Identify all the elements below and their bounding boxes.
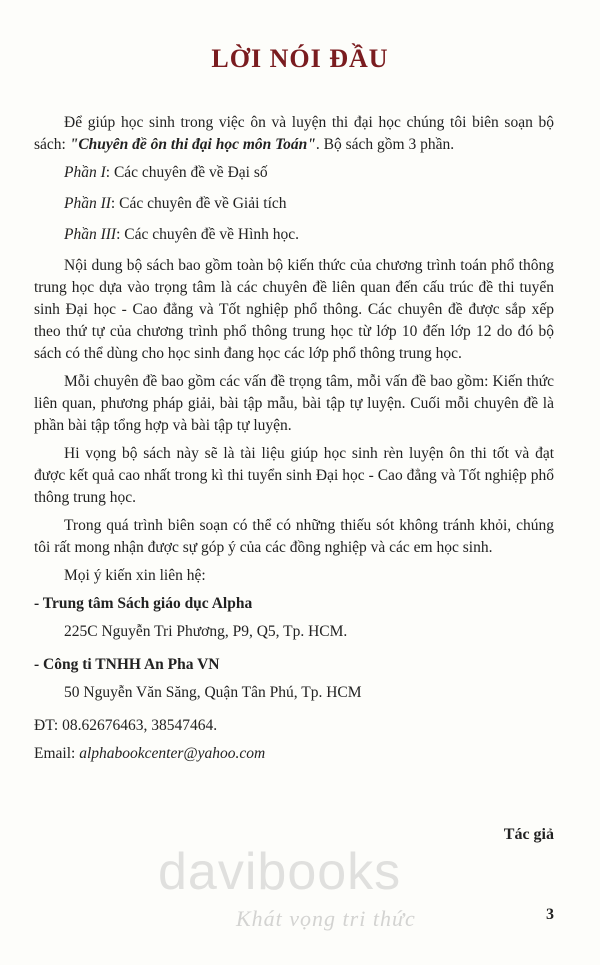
content-paragraph: Nội dung bộ sách bao gồm toàn bộ kiến thức của chương trình toán phổ thông trung học dựa vào trọng tâm là các chuyên đề liên quan đến cấu trúc đề thi tuyển sinh Đại học - Cao đẳng và Tốt nghiệp phổ thông. Các chuyên đề được sắp xếp theo thứ tự của chương trình phổ thông trung học từ lớp 10 đến lớp 12 do đó bộ sách có thể dùng cho học sinh đang học các lớp phổ thông trung học. [34, 257, 554, 362]
email-label: Email: [34, 745, 80, 762]
org1-name: - Trung tâm Sách giáo dục Alpha [34, 595, 253, 612]
part-2 [64, 193, 554, 215]
page-number: 3 [546, 906, 554, 923]
structure-paragraph: Mỗi chuyên đề bao gồm các vấn đề trọng tâm, mỗi vấn đề bao gồm: Kiến thức liên quan, phương pháp giải, bài tập mẫu, bài tập tự luyện. Cuối mỗi chuyên đề là phần bài tập tổng hợp và bài tập tự luyện. [34, 373, 554, 434]
part-1 [64, 162, 554, 184]
author-signature: Tác giả [503, 826, 554, 843]
org2-name: - Công ti TNHH An Pha VN [34, 656, 220, 673]
part-text: : Các chuyên đề về Đại số [105, 164, 268, 181]
intro-text: Để giúp học sinh trong việc ôn và luyện thi đại học chúng tôi biên soạn bộ sách: [34, 114, 554, 153]
feedback-paragraph: Trong quá trình biên soạn có thể có những thiếu sót không tránh khỏi, chúng tôi rất mong nhận được sự góp ý của các đồng nghiệp và các em học sinh. [34, 517, 554, 556]
phone: ĐT: 08.62676463, 38547464. [34, 717, 218, 734]
book-title: "Chuyên đề ôn thi đại học môn Toán" [69, 136, 316, 153]
contact-heading: Mọi ý kiến xin liên hệ: [64, 567, 206, 584]
preface-body [34, 112, 554, 771]
part-text: : Các chuyên đề về Hình học. [116, 226, 300, 243]
part-3 [64, 224, 554, 246]
org2-address: 50 Nguyễn Văn Săng, Quận Tân Phú, Tp. HCM [64, 684, 362, 701]
watermark-brand: davibooks [158, 843, 402, 901]
page-title: LỜI NÓI ĐẦU [211, 44, 389, 73]
part-label: Phần I [64, 164, 106, 181]
org1-address: 225C Nguyễn Tri Phương, P9, Q5, Tp. HCM. [64, 623, 348, 640]
watermark-slogan: Khát vọng tri thức [236, 906, 416, 931]
email-link[interactable]: alphabookcenter@yahoo.com [79, 745, 266, 762]
part-label: Phần III [64, 226, 117, 243]
part-text: : Các chuyên đề về Giải tích [110, 195, 287, 212]
intro-paragraph [34, 112, 554, 156]
part-label: Phần II [64, 195, 111, 212]
intro-after: . Bộ sách gồm 3 phần. [315, 136, 455, 153]
hope-paragraph: Hi vọng bộ sách này sẽ là tài liệu giúp học sinh rèn luyện ôn thi tốt và đạt được kết quả cao nhất trong kì thi tuyển sinh Đại học - Cao đẳng và Tốt nghiệp phổ thông trung học. [34, 445, 554, 506]
email-line [34, 743, 554, 765]
